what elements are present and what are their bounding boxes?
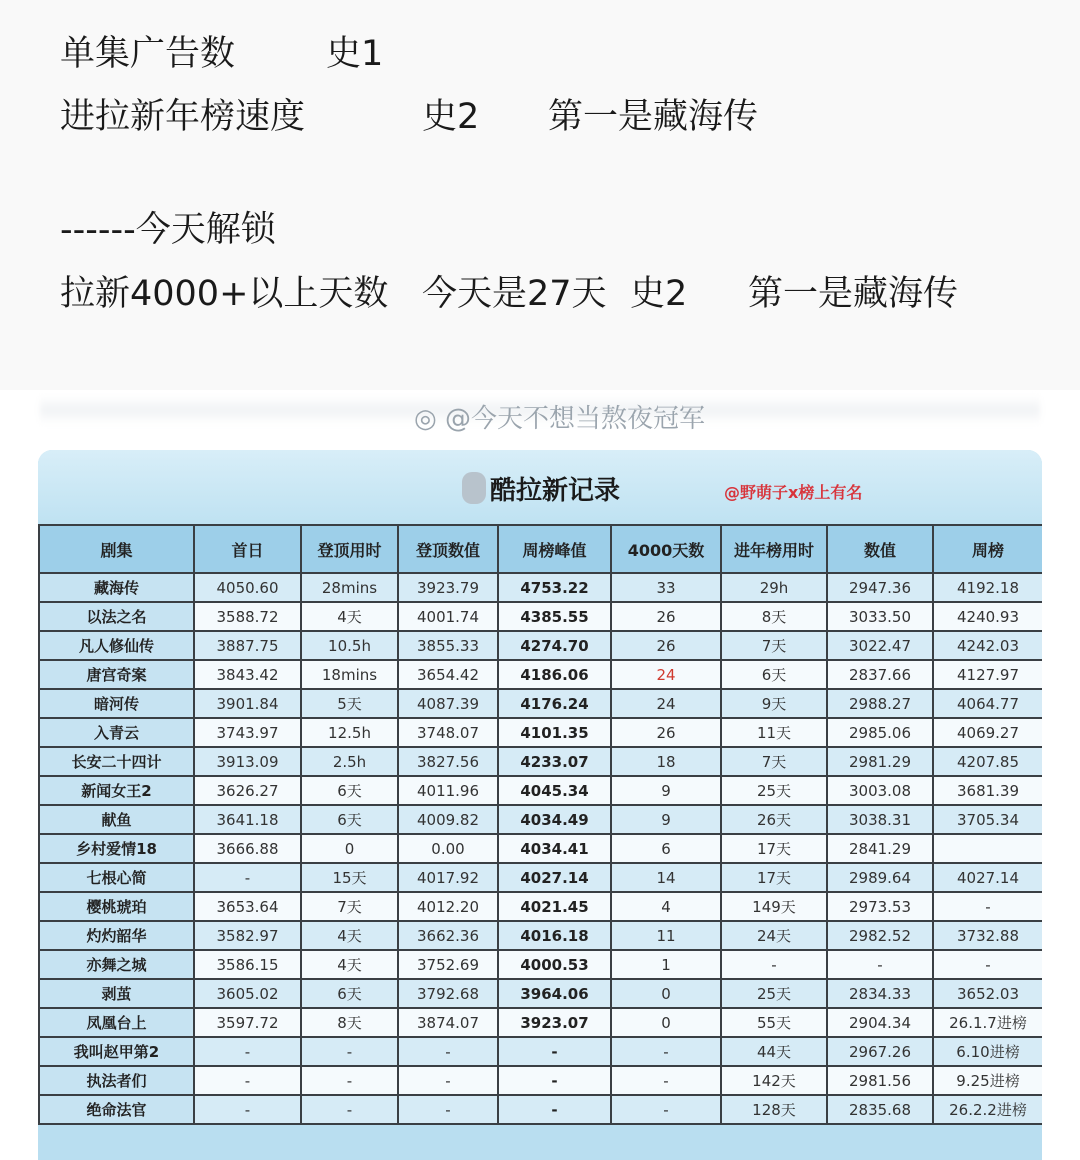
table-cell: 3964.06 bbox=[498, 979, 611, 1008]
table-cell: 6天 bbox=[721, 660, 827, 689]
table-cell: - bbox=[498, 1037, 611, 1066]
table-cell: 3843.42 bbox=[194, 660, 301, 689]
table-cell: 4天 bbox=[301, 921, 398, 950]
table-cell: 4069.27 bbox=[933, 718, 1042, 747]
show-name-cell: 献鱼 bbox=[39, 805, 194, 834]
table-cell: 4天 bbox=[301, 950, 398, 979]
table-cell: 2947.36 bbox=[827, 573, 933, 602]
table-cell: 2.5h bbox=[301, 747, 398, 776]
table-cell: - bbox=[721, 950, 827, 979]
show-name-cell: 七根心简 bbox=[39, 863, 194, 892]
table-cell: - bbox=[398, 1066, 498, 1095]
show-name-cell: 凤凰台上 bbox=[39, 1008, 194, 1037]
table-cell: 4192.18 bbox=[933, 573, 1042, 602]
table-cell: 3732.88 bbox=[933, 921, 1042, 950]
table-cell: 3038.31 bbox=[827, 805, 933, 834]
column-header: 剧集 bbox=[39, 525, 194, 573]
table-cell: 3752.69 bbox=[398, 950, 498, 979]
table-cell: 25天 bbox=[721, 776, 827, 805]
table-cell: 24 bbox=[611, 689, 721, 718]
table-cell: 9天 bbox=[721, 689, 827, 718]
text: 单集广告数 bbox=[60, 34, 236, 74]
show-name-cell: 乡村爱情18 bbox=[39, 834, 194, 863]
watermark-text: @今天不想当熬夜冠军 bbox=[444, 404, 705, 434]
table-cell: 5天 bbox=[301, 689, 398, 718]
table-cell: - bbox=[398, 1095, 498, 1124]
table-cell: 3626.27 bbox=[194, 776, 301, 805]
table-cell: 3653.64 bbox=[194, 892, 301, 921]
show-name-cell: 唐宫奇案 bbox=[39, 660, 194, 689]
table-cell: 4087.39 bbox=[398, 689, 498, 718]
table-cell: 4034.41 bbox=[498, 834, 611, 863]
table-cell: 26.2.2进榜 bbox=[933, 1095, 1042, 1124]
table-cell: 6.10进榜 bbox=[933, 1037, 1042, 1066]
table-cell: 1 bbox=[611, 950, 721, 979]
text: 进拉新年榜速度 bbox=[60, 97, 306, 137]
table-cell: 12.5h bbox=[301, 718, 398, 747]
table-cell: - bbox=[498, 1066, 611, 1095]
credit-text: @野萌子x榜上有名 bbox=[724, 483, 863, 502]
table-cell: 3662.36 bbox=[398, 921, 498, 950]
table-row bbox=[39, 1095, 1042, 1124]
table-cell: 2904.34 bbox=[827, 1008, 933, 1037]
table-cell: 6天 bbox=[301, 805, 398, 834]
table-cell: - bbox=[498, 1095, 611, 1124]
table-cell: 6天 bbox=[301, 979, 398, 1008]
table-cell: 4753.22 bbox=[498, 573, 611, 602]
text: 第一是藏海传 bbox=[548, 97, 759, 137]
show-name-cell: 我叫赵甲第2 bbox=[39, 1037, 194, 1066]
table-cell: 0 bbox=[611, 979, 721, 1008]
table-cell: 2981.56 bbox=[827, 1066, 933, 1095]
show-name-cell: 新闻女王2 bbox=[39, 776, 194, 805]
table-row bbox=[39, 1037, 1042, 1066]
table-cell: 9 bbox=[611, 776, 721, 805]
table-cell: 44天 bbox=[721, 1037, 827, 1066]
table-cell: 4000.53 bbox=[498, 950, 611, 979]
table-cell: 4001.74 bbox=[398, 602, 498, 631]
show-name-cell: 樱桃琥珀 bbox=[39, 892, 194, 921]
table-cell: 2989.64 bbox=[827, 863, 933, 892]
table-cell: 7天 bbox=[721, 747, 827, 776]
table-cell: 3887.75 bbox=[194, 631, 301, 660]
table-cell: - bbox=[933, 892, 1042, 921]
table-row bbox=[39, 660, 1042, 689]
table-cell: 2837.66 bbox=[827, 660, 933, 689]
table-cell: 3666.88 bbox=[194, 834, 301, 863]
table-cell: 3923.07 bbox=[498, 1008, 611, 1037]
show-name-cell: 入青云 bbox=[39, 718, 194, 747]
table-cell: 11 bbox=[611, 921, 721, 950]
table-cell: - bbox=[301, 1037, 398, 1066]
table-cell: 6 bbox=[611, 834, 721, 863]
table-cell: 4011.96 bbox=[398, 776, 498, 805]
text: 第一是藏海传 bbox=[748, 274, 959, 314]
table-cell: 4 bbox=[611, 892, 721, 921]
show-name-cell: 长安二十四计 bbox=[39, 747, 194, 776]
table-cell: 7天 bbox=[301, 892, 398, 921]
text: ------今天解锁 bbox=[60, 210, 276, 250]
table-cell: 3022.47 bbox=[827, 631, 933, 660]
table-cell: 10.5h bbox=[301, 631, 398, 660]
table-cell: 4233.07 bbox=[498, 747, 611, 776]
table-cell: 4016.18 bbox=[498, 921, 611, 950]
table-row bbox=[39, 950, 1042, 979]
table-cell: 8天 bbox=[301, 1008, 398, 1037]
table-title: 酷拉新记录 bbox=[490, 476, 621, 506]
table-cell: 4034.49 bbox=[498, 805, 611, 834]
table-row bbox=[39, 718, 1042, 747]
table-row bbox=[39, 1066, 1042, 1095]
table-cell: 4274.70 bbox=[498, 631, 611, 660]
table-cell: - bbox=[194, 1037, 301, 1066]
table-cell: 3597.72 bbox=[194, 1008, 301, 1037]
table-cell: 4186.06 bbox=[498, 660, 611, 689]
table-cell: 3913.09 bbox=[194, 747, 301, 776]
table-cell: 4017.92 bbox=[398, 863, 498, 892]
table-cell: 3654.42 bbox=[398, 660, 498, 689]
table-cell: 18 bbox=[611, 747, 721, 776]
table-cell: - bbox=[827, 950, 933, 979]
table-row bbox=[39, 863, 1042, 892]
table-cell: 4101.35 bbox=[498, 718, 611, 747]
table-row bbox=[39, 747, 1042, 776]
table-cell: 3588.72 bbox=[194, 602, 301, 631]
table-row bbox=[39, 921, 1042, 950]
table-cell: 2988.27 bbox=[827, 689, 933, 718]
show-name-cell: 剥茧 bbox=[39, 979, 194, 1008]
table-cell: 0 bbox=[301, 834, 398, 863]
text: 史2 bbox=[630, 274, 688, 314]
table-cell: 26.1.7进榜 bbox=[933, 1008, 1042, 1037]
table-cell: 3874.07 bbox=[398, 1008, 498, 1037]
table-cell: 3792.68 bbox=[398, 979, 498, 1008]
show-name-cell: 暗河传 bbox=[39, 689, 194, 718]
table-cell: 33 bbox=[611, 573, 721, 602]
table-cell: 3033.50 bbox=[827, 602, 933, 631]
table-cell: 3681.39 bbox=[933, 776, 1042, 805]
table-row bbox=[39, 631, 1042, 660]
table-cell: 3003.08 bbox=[827, 776, 933, 805]
table-cell: 4027.14 bbox=[933, 863, 1042, 892]
table-cell: 25天 bbox=[721, 979, 827, 1008]
table-cell: 3923.79 bbox=[398, 573, 498, 602]
show-name-cell: 灼灼韶华 bbox=[39, 921, 194, 950]
table-cell: - bbox=[194, 1095, 301, 1124]
table-cell: 3641.18 bbox=[194, 805, 301, 834]
table-cell: 142天 bbox=[721, 1066, 827, 1095]
table-row bbox=[39, 979, 1042, 1008]
table-row bbox=[39, 892, 1042, 921]
table-cell: 3586.15 bbox=[194, 950, 301, 979]
table-cell: 6天 bbox=[301, 776, 398, 805]
table-cell: 14 bbox=[611, 863, 721, 892]
table-row bbox=[39, 1008, 1042, 1037]
column-header: 首日 bbox=[194, 525, 301, 573]
text-card bbox=[0, 0, 1080, 390]
column-header: 进年榜用时 bbox=[721, 525, 827, 573]
table-cell: 17天 bbox=[721, 834, 827, 863]
table-cell: - bbox=[611, 1095, 721, 1124]
table-cell: 4240.93 bbox=[933, 602, 1042, 631]
header-row bbox=[39, 525, 1042, 573]
table-cell: 4207.85 bbox=[933, 747, 1042, 776]
show-name-cell: 凡人修仙传 bbox=[39, 631, 194, 660]
redacted-mark bbox=[462, 472, 486, 504]
table-cell: 4027.14 bbox=[498, 863, 611, 892]
table-cell: 26 bbox=[611, 631, 721, 660]
show-name-cell: 藏海传 bbox=[39, 573, 194, 602]
column-header: 周榜峰值 bbox=[498, 525, 611, 573]
column-header: 周榜 bbox=[933, 525, 1042, 573]
table-cell: 4242.03 bbox=[933, 631, 1042, 660]
watermark: ◎ @今天不想当熬夜冠军 bbox=[414, 404, 705, 434]
record-table-image bbox=[38, 450, 1042, 1160]
column-header: 4000天数 bbox=[611, 525, 721, 573]
table-cell: 2985.06 bbox=[827, 718, 933, 747]
table-cell: 18mins bbox=[301, 660, 398, 689]
table-cell: 26天 bbox=[721, 805, 827, 834]
table-cell: 4009.82 bbox=[398, 805, 498, 834]
table-cell: - bbox=[301, 1095, 398, 1124]
table-cell: 2835.68 bbox=[827, 1095, 933, 1124]
table-cell: 4385.55 bbox=[498, 602, 611, 631]
table-cell: 2981.29 bbox=[827, 747, 933, 776]
table-cell: 4021.45 bbox=[498, 892, 611, 921]
table-cell: 9 bbox=[611, 805, 721, 834]
text: 史2 bbox=[422, 97, 480, 137]
table-row bbox=[39, 689, 1042, 718]
table-row bbox=[39, 834, 1042, 863]
table-cell: 0.00 bbox=[398, 834, 498, 863]
table-cell: 3901.84 bbox=[194, 689, 301, 718]
table-cell: 26 bbox=[611, 602, 721, 631]
show-name-cell: 执法者们 bbox=[39, 1066, 194, 1095]
table-cell: 2967.26 bbox=[827, 1037, 933, 1066]
table-cell: 3652.03 bbox=[933, 979, 1042, 1008]
table-cell: 29h bbox=[721, 573, 827, 602]
column-header: 数值 bbox=[827, 525, 933, 573]
table-cell: 4050.60 bbox=[194, 573, 301, 602]
table-cell: 2834.33 bbox=[827, 979, 933, 1008]
table-cell: 24天 bbox=[721, 921, 827, 950]
table-cell: - bbox=[301, 1066, 398, 1095]
text: 史1 bbox=[326, 34, 384, 74]
table-cell: 7天 bbox=[721, 631, 827, 660]
text: 拉新4000+以上天数 bbox=[60, 274, 389, 314]
table-cell: 24 bbox=[611, 660, 721, 689]
show-name-cell: 亦舞之城 bbox=[39, 950, 194, 979]
table-cell: 3827.56 bbox=[398, 747, 498, 776]
table-cell: 3855.33 bbox=[398, 631, 498, 660]
table-cell: - bbox=[933, 950, 1042, 979]
table-cell: 2973.53 bbox=[827, 892, 933, 921]
table-cell: - bbox=[194, 1066, 301, 1095]
table-cell: - bbox=[398, 1037, 498, 1066]
column-header: 登顶用时 bbox=[301, 525, 398, 573]
table-cell: 2841.29 bbox=[827, 834, 933, 863]
table-cell: 3705.34 bbox=[933, 805, 1042, 834]
table-cell: 9.25进榜 bbox=[933, 1066, 1042, 1095]
column-header: 登顶数值 bbox=[398, 525, 498, 573]
table-cell: 28mins bbox=[301, 573, 398, 602]
table-cell: 15天 bbox=[301, 863, 398, 892]
table-title-bar bbox=[38, 450, 1042, 524]
table-cell: 4天 bbox=[301, 602, 398, 631]
table-cell: 2982.52 bbox=[827, 921, 933, 950]
table-row bbox=[39, 776, 1042, 805]
table-cell: 11天 bbox=[721, 718, 827, 747]
table-cell: 4176.24 bbox=[498, 689, 611, 718]
table-cell: - bbox=[611, 1037, 721, 1066]
table-cell: 3605.02 bbox=[194, 979, 301, 1008]
table-cell: 55天 bbox=[721, 1008, 827, 1037]
table-cell: 26 bbox=[611, 718, 721, 747]
table-cell: 149天 bbox=[721, 892, 827, 921]
table-cell bbox=[933, 834, 1042, 863]
table-cell: 4127.97 bbox=[933, 660, 1042, 689]
table-row bbox=[39, 602, 1042, 631]
table-cell: - bbox=[611, 1066, 721, 1095]
table-row bbox=[39, 805, 1042, 834]
table-cell: 0 bbox=[611, 1008, 721, 1037]
table-cell: 128天 bbox=[721, 1095, 827, 1124]
text: 今天是27天 bbox=[422, 274, 607, 314]
table-cell: 4064.77 bbox=[933, 689, 1042, 718]
data-table bbox=[38, 524, 1042, 1125]
show-name-cell: 绝命法官 bbox=[39, 1095, 194, 1124]
table-cell: 3582.97 bbox=[194, 921, 301, 950]
table-cell: 4012.20 bbox=[398, 892, 498, 921]
table-cell: 17天 bbox=[721, 863, 827, 892]
table-cell: 8天 bbox=[721, 602, 827, 631]
show-name-cell: 以法之名 bbox=[39, 602, 194, 631]
table-cell: 3743.97 bbox=[194, 718, 301, 747]
table-cell: 4045.34 bbox=[498, 776, 611, 805]
table-cell: - bbox=[194, 863, 301, 892]
table-cell: 3748.07 bbox=[398, 718, 498, 747]
table-row bbox=[39, 573, 1042, 602]
